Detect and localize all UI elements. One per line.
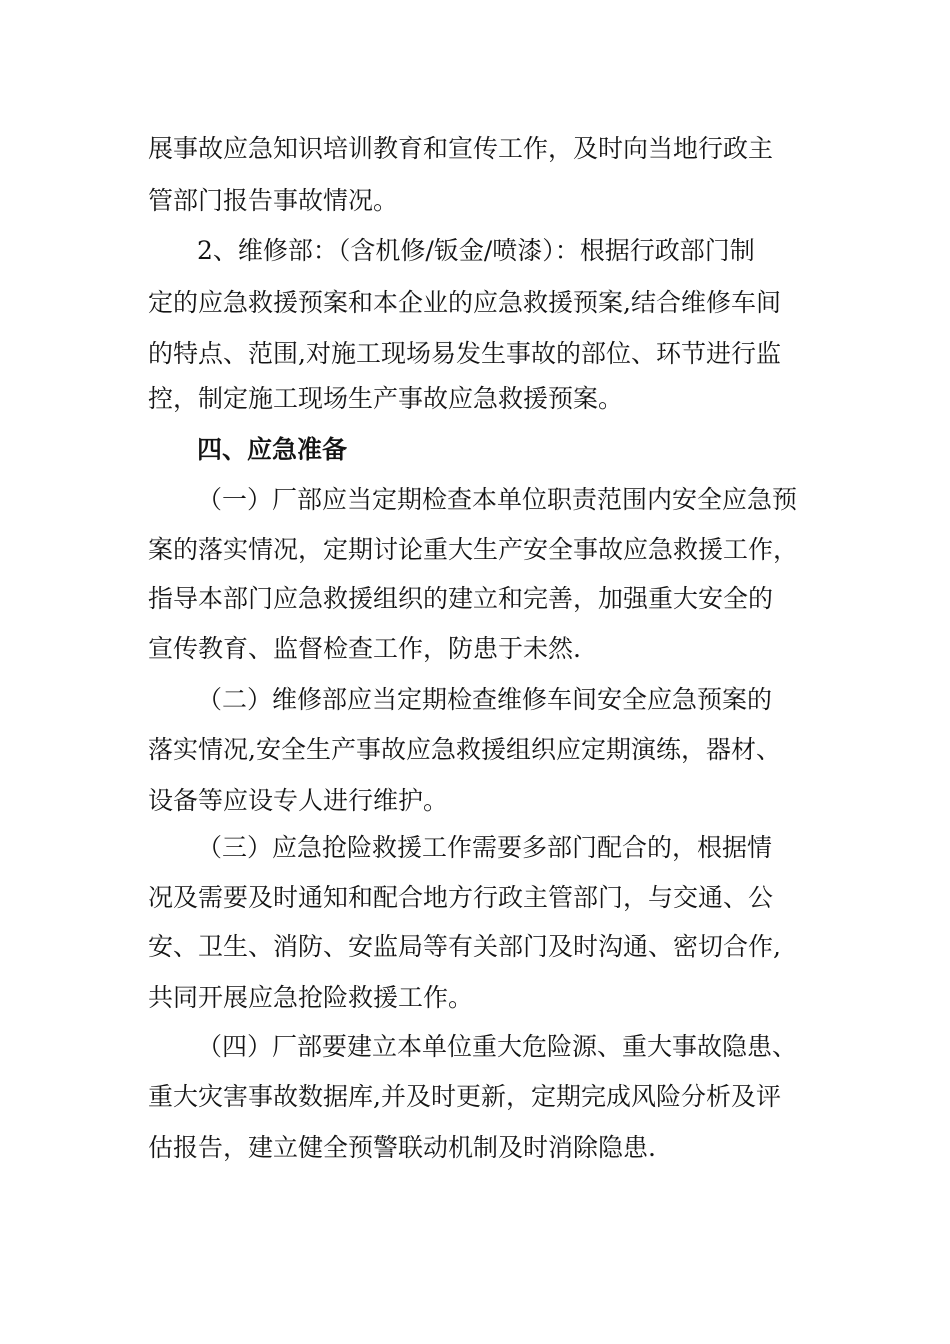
text-line: 况及需要及时通知和配合地方行政主管部门，与交通、公 (148, 883, 774, 912)
text-line: 控，制定施工现场生产事故应急救援预案。 (148, 384, 624, 413)
text-line: 定的应急救援预案和本企业的应急救援预案,结合维修车间 (148, 288, 781, 317)
text-line: 宣传教育、监督检查工作，防患于未然. (148, 634, 581, 663)
text-line: （二）维修部应当定期检查维修车间安全应急预案的 (197, 685, 773, 714)
text-line: 2、维修部：（含机修/钣金/喷漆）：根据行政部门制 (197, 236, 755, 265)
text-line: （四）厂部要建立本单位重大危险源、重大事故隐患、 (197, 1032, 798, 1061)
text-line: 的特点、范围,对施工现场易发生事故的部位、环节进行监 (148, 339, 781, 368)
section-heading: 四、应急准备 (197, 435, 348, 464)
text-line: 展事故应急知识培训教育和宣传工作，及时向当地行政主 (148, 134, 774, 163)
text-line: 管部门报告事故情况。 (148, 186, 399, 215)
text-line: 共同开展应急抢险救援工作。 (148, 983, 474, 1012)
text-line: （三）应急抢险救援工作需要多部门配合的，根据情 (197, 833, 773, 862)
text-line: （一）厂部应当定期检查本单位职责范围内安全应急预 (197, 485, 798, 514)
text-line: 安、卫生、消防、安监局等有关部门及时沟通、密切合作, (148, 932, 781, 961)
text-line: 估报告，建立健全预警联动机制及时消除隐患. (148, 1133, 656, 1162)
text-line: 设备等应设专人进行维护。 (148, 786, 449, 815)
text-line: 重大灾害事故数据库,并及时更新，定期完成风险分析及评 (148, 1082, 781, 1111)
text-line: 落实情况,安全生产事故应急救援组织应定期演练，器材、 (148, 735, 781, 764)
text-line: 指导本部门应急救援组织的建立和完善，加强重大安全的 (148, 584, 774, 613)
text-line: 案的落实情况，定期讨论重大生产安全事故应急救援工作， (148, 535, 799, 564)
